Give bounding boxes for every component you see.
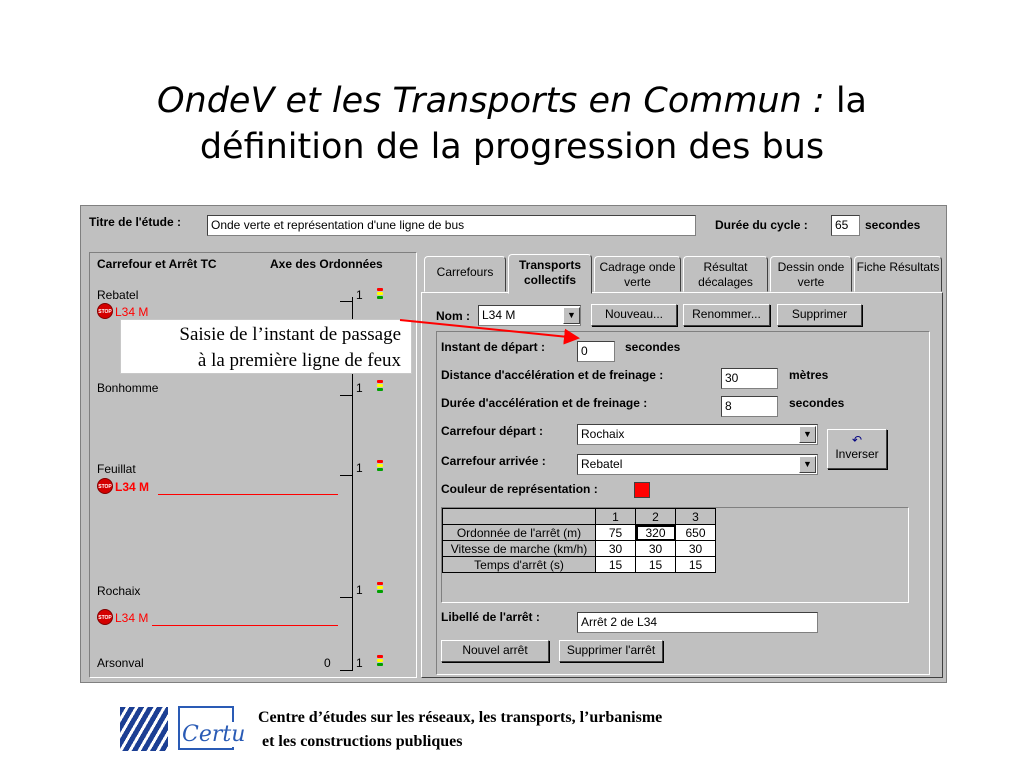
tab-cadrage-onde-verte[interactable]: Cadrage onde verte [594, 256, 681, 292]
tick-label-rochaix: 1 [356, 583, 363, 597]
annotation-line2: à la première ligne de feux [197, 350, 401, 371]
supprimer-arret-button[interactable]: Supprimer l'arrêt [559, 640, 663, 662]
bus-label-rochaix[interactable]: L34 M [115, 611, 149, 625]
grid-row-header: Vitesse de marche (km/h) [443, 541, 596, 557]
tick-label-bonhomme: 1 [356, 381, 363, 395]
duree-input[interactable]: 8 [721, 396, 778, 417]
chevron-down-icon[interactable]: ▼ [799, 456, 816, 473]
duree-unit: secondes [789, 396, 845, 410]
tab-carrefours[interactable]: Carrefours [424, 256, 506, 292]
tick-label-arsonval: 1 [356, 656, 363, 670]
etude-label: Titre de l'étude : [89, 215, 181, 229]
nouveau-button[interactable]: Nouveau... [591, 304, 677, 326]
grid-col-header: 2 [636, 509, 676, 525]
slide-title-line2: définition de la progression des bus [199, 127, 825, 167]
nom-select[interactable]: L34 M [478, 305, 581, 326]
renommer-button[interactable]: Renommer... [683, 304, 770, 326]
tab-fiche-resultats[interactable]: Fiche Résultats [854, 256, 942, 292]
grid-row-header: Ordonnée de l'arrêt (m) [443, 525, 596, 541]
stop-icon: STOP [97, 609, 113, 625]
col-carrefour-header: Carrefour et Arrêt TC [97, 257, 217, 271]
depart-label: Carrefour départ : [441, 424, 544, 438]
stop-icon: STOP [97, 303, 113, 319]
nom-label: Nom : [436, 309, 470, 323]
couleur-label: Couleur de représentation : [441, 482, 598, 496]
tick-label-feuillat: 1 [356, 461, 363, 475]
footer-line2: et les constructions publiques [262, 733, 463, 750]
grid-cell[interactable]: 30 [596, 541, 636, 557]
cycle-unit: secondes [865, 218, 921, 232]
tick-label-rebatel: 1 [356, 288, 363, 302]
inverser-label: Inverser [835, 447, 879, 461]
tab-transports-collectifs[interactable]: Transports collectifs [508, 254, 592, 294]
instant-unit: secondes [625, 340, 681, 354]
instant-depart-input[interactable]: 0 [577, 341, 615, 362]
cycle-label: Durée du cycle : [715, 218, 808, 232]
instant-label: Instant de départ : [441, 340, 546, 354]
grid-row-header: Temps d'arrêt (s) [443, 557, 596, 573]
grid-cell[interactable]: 650 [676, 525, 716, 541]
stop-icon: STOP [97, 478, 113, 494]
carrefour-rochaix[interactable]: Rochaix [97, 584, 141, 598]
distance-unit: mètres [789, 368, 829, 382]
slide-title-rest: la [824, 81, 868, 121]
libelle-label: Libellé de l'arrêt : [441, 610, 540, 624]
chevron-down-icon[interactable]: ▼ [799, 426, 816, 443]
undo-icon: ↶ [851, 433, 863, 447]
bus-label-rebatel[interactable]: L34 M [115, 305, 149, 319]
supprimer-button[interactable]: Supprimer [777, 304, 862, 326]
footer-text [258, 706, 662, 754]
distance-input[interactable]: 30 [721, 368, 778, 389]
carrefour-feuillat[interactable]: Feuillat [97, 462, 136, 476]
arrivee-label: Carrefour arrivée : [441, 454, 546, 468]
grid-cell[interactable]: 15 [636, 557, 676, 573]
grid-cell[interactable]: 75 [596, 525, 636, 541]
carrefour-arsonval[interactable]: Arsonval [97, 656, 144, 670]
grid-col-header: 3 [676, 509, 716, 525]
annotation-line1: Saisie de l’instant de passage [179, 324, 401, 345]
libelle-input[interactable]: Arrêt 2 de L34 [577, 612, 818, 633]
carrefour-arrivee-select[interactable]: Rebatel [577, 454, 818, 475]
cycle-input[interactable]: 65 [831, 215, 860, 236]
grid-cell[interactable]: 30 [636, 541, 676, 557]
col-axe-header: Axe des Ordonnées [270, 257, 383, 271]
tab-resultat-decalages[interactable]: Résultat décalages [683, 256, 768, 292]
footer-line1: Centre d’études sur les réseaux, les transports, l’urbanisme [258, 709, 663, 726]
carrefour-rebatel[interactable]: Rebatel [97, 288, 139, 302]
etude-title-input[interactable]: Onde verte et représentation d'une ligne de bus [207, 215, 696, 236]
grid-cell[interactable]: 15 [676, 557, 716, 573]
certu-logo: Certu [182, 722, 246, 747]
tab-dessin-onde-verte[interactable]: Dessin onde verte [770, 256, 852, 292]
bus-label-feuillat[interactable]: L34 M [115, 480, 150, 494]
chevron-down-icon[interactable]: ▼ [563, 307, 580, 324]
carrefour-depart-select[interactable]: Rochaix [577, 424, 818, 445]
distance-label: Distance d'accélération et de freinage : [441, 368, 664, 382]
grid-cell[interactable]: 30 [676, 541, 716, 557]
carrefour-bonhomme[interactable]: Bonhomme [97, 381, 159, 395]
grid-cell[interactable]: 15 [596, 557, 636, 573]
nouvel-arret-button[interactable]: Nouvel arrêt [441, 640, 549, 662]
duree-label: Durée d'accélération et de freinage : [441, 396, 648, 410]
ministry-logo-icon [120, 707, 168, 751]
grid-cell-selected[interactable]: 320 [636, 525, 676, 541]
slide-title-italic: OndeV et les Transports en Commun : [156, 81, 825, 121]
zero-label: 0 [324, 656, 331, 670]
grid-col-header: 1 [596, 509, 636, 525]
